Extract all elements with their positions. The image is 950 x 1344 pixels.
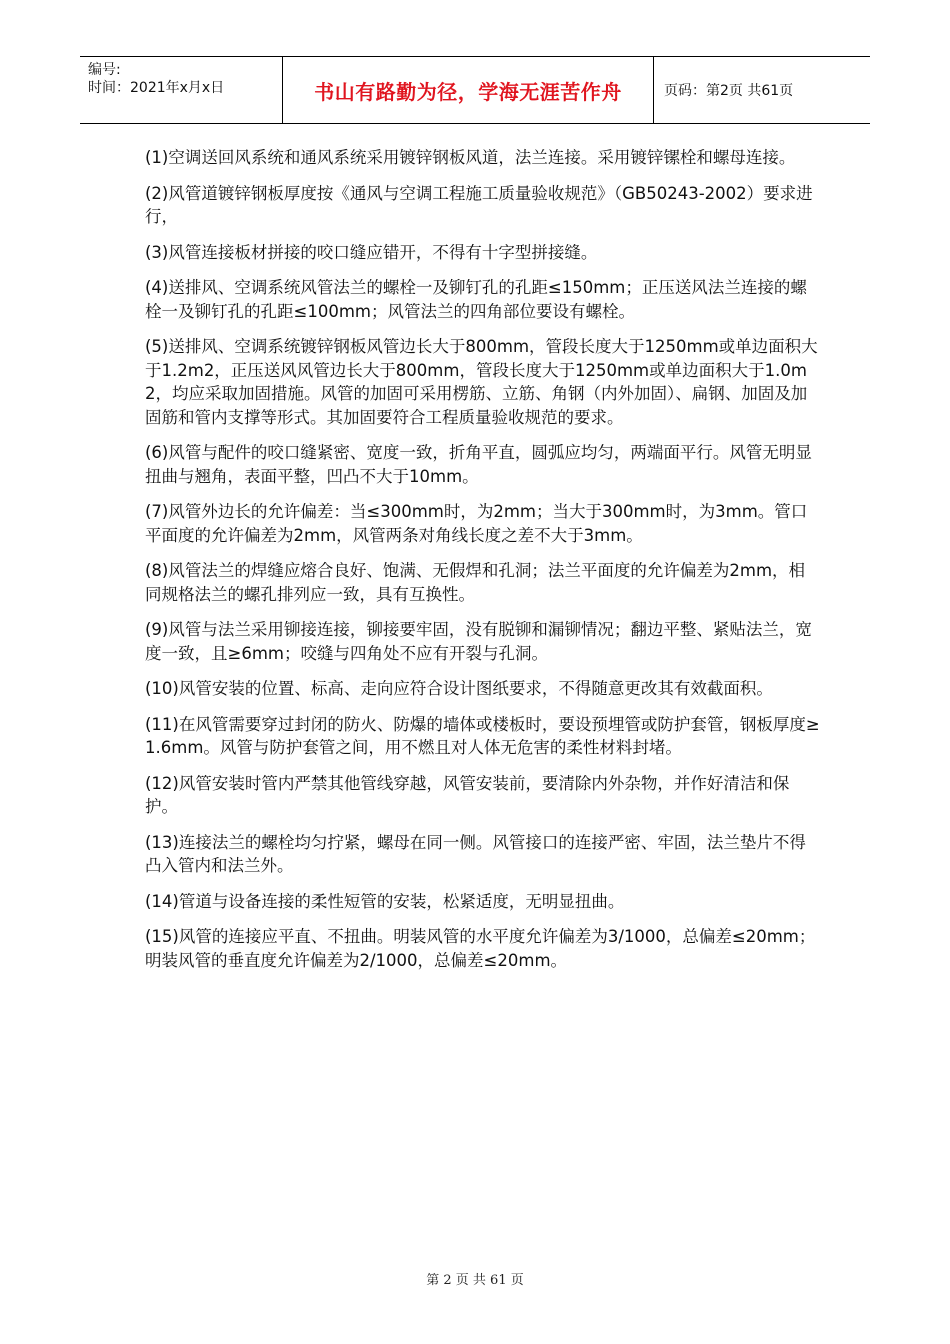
paragraph-10: (10)风管安装的位置、标高、走向应符合设计图纸要求，不得随意更改其有效截面积。 (145, 679, 773, 698)
document-body (145, 146, 821, 984)
header-motto: 书山有路勤为径，学海无涯苦作舟 (283, 57, 654, 123)
paragraph-7: (7)风管外边长的允许偏差：当≤300mm时，为2mm；当大于300mm时，为3mm。管口平面度的允许偏差为2mm，风管两条对角线长度之差不大于3mm。 (145, 502, 808, 545)
paragraph-6: (6)风管与配件的咬口缝紧密、宽度一致，折角平直，圆弧应均匀，两端面平行。风管无明显扭曲与翘角，表面平整，凹凸不大于10mm。 (145, 443, 812, 486)
paragraph-4: (4)送排风、空调系统风管法兰的螺栓一及铆钉孔的孔距≤150mm；正压送风法兰连接的螺栓一及铆钉孔的孔距≤100mm；风管法兰的四角部位要设有螺栓。 (145, 278, 807, 321)
paragraph-8: (8)风管法兰的焊缝应熔合良好、饱满、无假焊和孔洞；法兰平面度的允许偏差为2mm，相同规格法兰的螺孔排列应一致，具有互换性。 (145, 561, 806, 604)
paragraph-1: (1)空调送回风系统和通风系统采用镀锌钢板风道，法兰连接。采用镀锌镙栓和螺母连接。 (145, 148, 796, 167)
paragraph-3: (3)风管连接板材拼接的咬口缝应错开，不得有十字型拼接缝。 (145, 242, 598, 262)
page-header (80, 56, 870, 124)
document-number-label: 编号: (88, 62, 121, 78)
paragraph-13: (13)连接法兰的螺栓均匀拧紧，螺母在同一侧。风管接口的连接严密、牢固，法兰垫片不得凸入管内和法兰外。 (145, 832, 806, 875)
paragraph-2: (2)风管道镀锌钢板厚度按《通风与空调工程施工质量验收规范》（GB50243-2002）要求进行， (145, 183, 813, 226)
page-footer: 第 2 页 共 61 页 (426, 1273, 524, 1288)
paragraph-9: (9)风管与法兰采用铆接连接，铆接要牢固，没有脱铆和漏铆情况；翻边平整、紧贴法兰，宽度一致，且≥6mm；咬缝与四角处不应有开裂与孔洞。 (145, 620, 812, 663)
paragraph-12: (12)风管安装时管内严禁其他管线穿越，风管安装前，要清除内外杂物，并作好清洁和保护。 (145, 773, 790, 816)
paragraph-15: (15)风管的连接应平直、不扭曲。明装风管的水平度允许偏差为3/1000，总偏差≤20mm；明装风管的垂直度允许偏差为2/1000，总偏差≤20mm。 (145, 927, 816, 970)
paragraph-14: (14)管道与设备连接的柔性短管的安装，松紧适度，无明显扭曲。 (145, 891, 625, 911)
paragraph-11: (11)在风管需要穿过封闭的防火、防爆的墙体或楼板时，要设预埋管或防护套管，钢板厚度≥1.6mm。风管与防护套管之间，用不燃且对人体无危害的柔性材料封堵。 (145, 714, 820, 757)
paragraph-5: (5)送排风、空调系统镀锌钢板风管边长大于800mm，管段长度大于1250mm或单边面积大于1.2m2，正压送风风管边长大于800mm，管段长度大于1250mm或单边面积大于1.0m2，均应采取加固措施。风管的加固可采用楞筋、立筋、角钢（内外加固）、扁钢、加固及加固筋和管内支撑等形式。其加固要符合工程质量验收规范的要求。 (145, 337, 818, 427)
document-time-label: 时间：2021年x月x日 (88, 80, 225, 96)
header-meta (80, 57, 283, 123)
header-page-info: 页码：第2页 共61页 (664, 83, 794, 99)
